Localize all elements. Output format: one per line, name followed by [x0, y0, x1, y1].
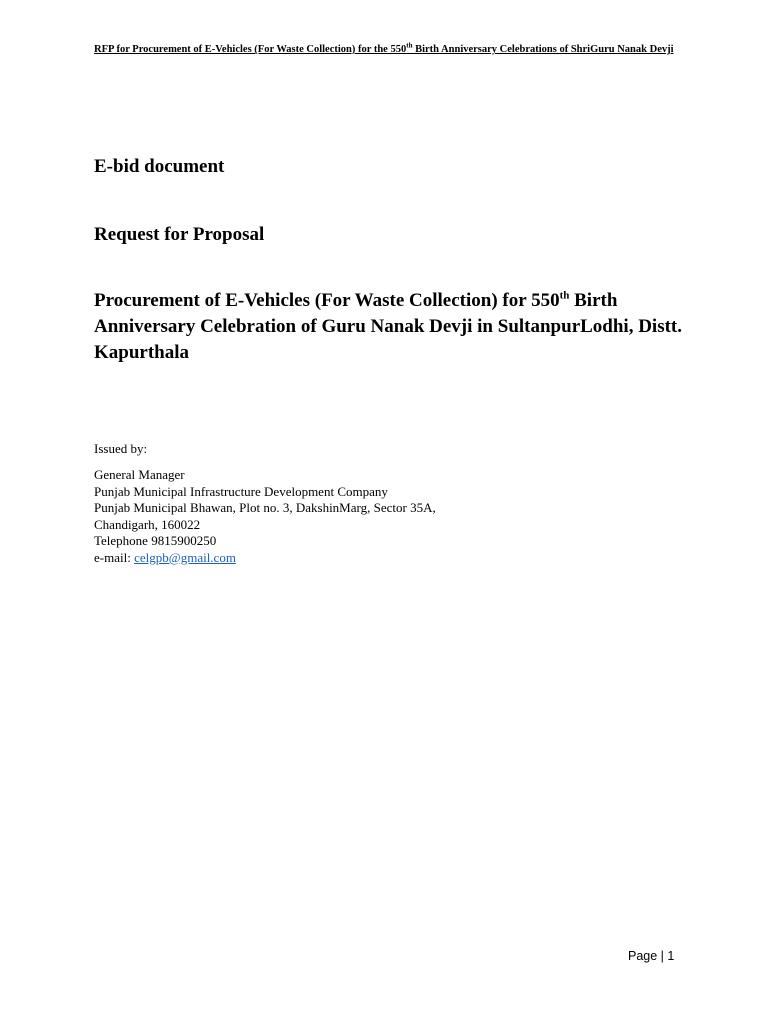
- issuer-address-block: [94, 467, 436, 566]
- issuer-designation: General Manager: [94, 467, 185, 482]
- running-header-text-cont: Birth Anniversary Celebrations of ShriGuru Nanak Devji: [412, 44, 674, 55]
- issuer-organization: Punjab Municipal Infrastructure Development Company: [94, 483, 388, 499]
- project-title-part2: Birth Anniversary Celebration of Guru Nanak Devji in SultanpurLodhi, Distt. Kapurthala: [94, 290, 683, 363]
- issuer-address-line2: Chandigarh, 160022: [94, 516, 201, 532]
- issuer-address-line1: Punjab Municipal Bhawan, Plot no. 3, DakshinMarg, Sector 35A,: [94, 500, 436, 515]
- issuer-email-row: [94, 550, 436, 567]
- running-header-sup: th: [406, 41, 413, 50]
- page-number-footer: Page | 1: [628, 949, 675, 963]
- rfp-heading: Request for Proposal: [94, 224, 265, 245]
- issued-by-label: Issued by:: [94, 441, 148, 456]
- running-header: [94, 43, 684, 56]
- issuer-telephone: Telephone 9815900250: [94, 533, 217, 548]
- project-title-sup: th: [559, 289, 570, 302]
- document-type-heading: E-bid document: [94, 156, 225, 177]
- issuer-email-link[interactable]: celgpb@gmail.com: [134, 549, 236, 565]
- project-title-part1: Procurement of E-Vehicles (For Waste Collection) for 550: [94, 290, 560, 311]
- running-header-text: RFP for Procurement of E-Vehicles (For Waste Collection) for the 550: [94, 44, 407, 55]
- project-title: [94, 288, 694, 366]
- issuer-email-label: e-mail:: [94, 549, 135, 565]
